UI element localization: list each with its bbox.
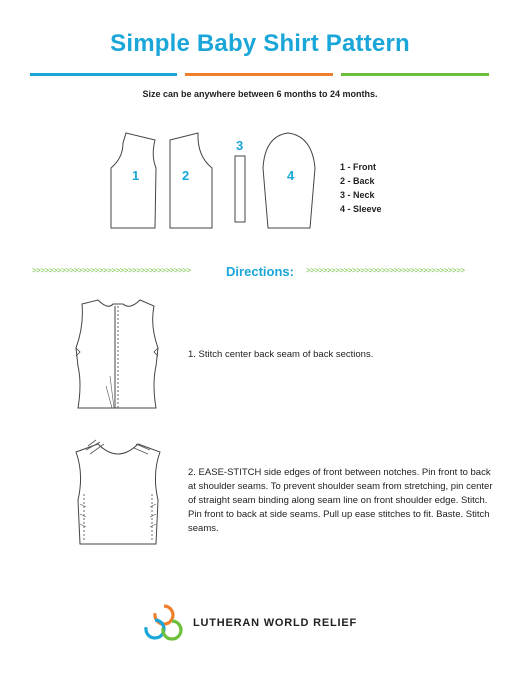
piece-label-sleeve: 4 [287, 168, 295, 183]
step-1-text: 1. Stitch center back seam of back sections. [188, 349, 374, 360]
rule-green [341, 73, 489, 76]
step2-illustration [66, 434, 170, 552]
legend-item: 4 - Sleeve [340, 204, 382, 214]
page-title: Simple Baby Shirt Pattern [110, 30, 410, 57]
size-note: Size can be anywhere between 6 months to 24 months. [142, 89, 378, 99]
chevron-border-left: >>>>>>>>>>>>>>>>>>>>>>>>>>>>>>>>>>>>>> [32, 266, 191, 275]
back-piece-outline [170, 133, 212, 228]
org-name: LUTHERAN WORLD RELIEF [193, 617, 358, 629]
directions-heading: Directions: [226, 264, 294, 279]
piece-label-neck: 3 [236, 138, 244, 153]
piece-label-front: 1 [132, 168, 140, 183]
rule-blue [30, 73, 177, 76]
lwr-logo-icon [144, 604, 184, 642]
legend-item: 2 - Back [340, 176, 375, 186]
legend-item: 3 - Neck [340, 190, 375, 200]
step-2-text: 2. EASE-STITCH side edges of front between notches. Pin front to back at shoulder seams. To prevent shoulder seam from stretching, pin center of straight seam binding along seam line on front shoulder edge. Stitch. Pin front to back at side seams. Pull up ease stitches to fit. Baste. Stitch seams. [188, 467, 493, 534]
piece-label-back: 2 [182, 168, 190, 183]
neck-piece-outline [235, 156, 245, 222]
pieces-legend [340, 160, 382, 216]
step1-illustration [68, 296, 168, 416]
legend-item: 1 - Front [340, 162, 376, 172]
chevron-border-right: >>>>>>>>>>>>>>>>>>>>>>>>>>>>>>>>>>>>>> [306, 266, 465, 275]
rule-orange [185, 73, 333, 76]
pattern-pieces-illustration [100, 128, 340, 238]
